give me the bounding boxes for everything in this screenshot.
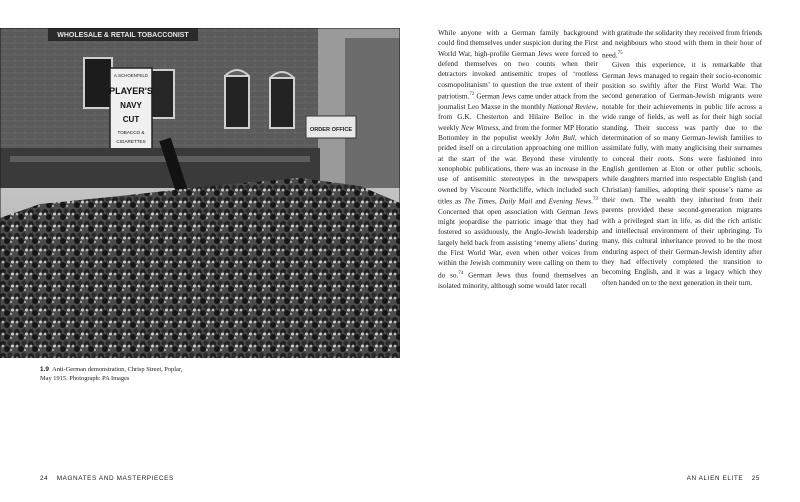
board-line2-text: CUT: [122, 115, 140, 124]
running-head-left: MAGNATES AND MASTERPIECES: [56, 475, 174, 482]
paragraph: [602, 60, 762, 288]
publication-title: The Times, Daily Mail: [463, 196, 533, 206]
right-sign-text: ORDER OFFICE: [309, 127, 353, 133]
body-text: and: [532, 196, 549, 206]
body-text: Given this experience, it is remarkable that German Jews managed to regain their socio-economic position so swiftly after the First World War. The second generation of German-Jewish migrants were notable for their achievements in public life across a wide range of fields, as well as for their high social standing. Their success was partly due to the determination of so many German-Jewish families to assimilate fully, with many anglicising their surnames to conceal their roots. Sons were fashioned into English gentlemen at Eton or other public schools, while daughters married into respectable English (and Christian) families, adopting their spouse’s name as their own. The wealth they inherited from their parents provided these second-generation migrants with a privileged start in life, as did the rich artistic and intellectual environment of their upbringing. To many, this cultural inheritance proved to be the most enduring aspect of their German-Jewish identity after they had effectively completed the transition to becoming English, and it was a legacy which they often handed on to the next generation in their turn.: [602, 60, 762, 287]
board-line1-text: NAVY: [120, 101, 142, 110]
footer-right: [687, 475, 760, 482]
body-text: , from G.K. Chesterton and Hilaire Belloc in the weekly: [438, 101, 598, 132]
body-text: German Jews came under attack from the journalist Leo Maxse in the monthly: [438, 91, 598, 111]
footnote-marker: 74: [458, 270, 464, 276]
body-text: German Jews thus found themselves an isolated minority, although some would later recall: [438, 270, 598, 290]
order-office-sign: [306, 116, 356, 138]
caption-text: Anti-German demonstration, Chrisp Street, Poplar, May 1915. Photograph: PA Images: [40, 366, 183, 382]
footnote-marker: 75: [617, 50, 623, 56]
caption-number: 1.9: [40, 366, 49, 373]
body-text: with gratitude the solidarity they received from friends and neighbours who stood with them in their hour of need.: [602, 28, 762, 60]
paragraph: [602, 28, 762, 60]
publication-title: National Review: [547, 101, 597, 111]
photo-caption: [40, 366, 190, 383]
page-number-right: 25: [751, 475, 760, 482]
crowd: [0, 178, 400, 358]
tobacco-advert-board: [109, 68, 153, 150]
body-text: Concerned that open association with German Jews might jeopardise the patriotic image that they had fostered so assiduously, the Anglo-Jewish leadership largely held back from assisting ‘enemy aliens’ during the First World War, even when other voices from within the Jewish community were calling on them to do so.: [438, 206, 598, 280]
board-line4-text: CIGARETTES: [116, 139, 146, 144]
body-text: .: [591, 196, 593, 206]
running-head-right: AN ALIEN ELITE: [686, 475, 744, 482]
body-text: , and from the former MP Horatio Bottomley in the populist weekly: [438, 122, 598, 142]
board-line3-text: TOBACCO &: [117, 130, 145, 135]
historical-photograph: [0, 28, 400, 358]
footnote-marker: 73: [593, 196, 598, 202]
publication-title: John Bull: [545, 132, 575, 142]
body-text: , which prided itself on a circulation approaching one million at the start of the war. Beyond these virulently xenophobic publications, there was an increase in the use of antisemitic stereotypes in the newspapers owned by Viscount Northcliffe, which included such titles as: [438, 132, 599, 206]
body-column-left: [438, 28, 598, 291]
footnote-marker: 72: [469, 92, 475, 98]
publication-title: New Witness: [461, 122, 499, 132]
street-crowd-photo: [0, 28, 400, 358]
board-brand-text: PLAYER'S: [109, 86, 153, 96]
paragraph: [438, 28, 598, 291]
body-column-right: [602, 28, 762, 288]
board-maker-text: A.SCHOENFELD: [113, 73, 149, 78]
publication-title: Evening News: [548, 196, 592, 206]
shop-fascia-text: WHOLESALE & RETAIL TOBACCONIST: [57, 32, 189, 39]
body-text: While anyone with a German family background could find themselves under suspicion during the First World War, high-profile German Jews were forced to defend themselves on two counts when their detractors invoked antisemitic tropes of ‘rootless cosmopolitanism’ to question the true extent of their patriotism.: [438, 28, 598, 101]
page-number-left: 24: [40, 475, 49, 482]
footer-left: [40, 475, 174, 482]
